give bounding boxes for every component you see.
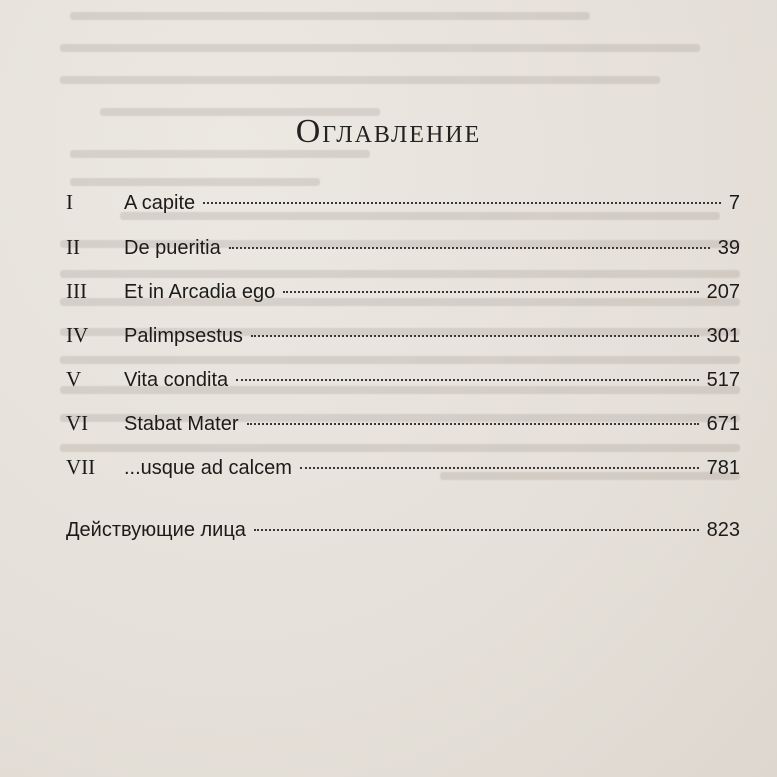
chapter-number: II: [66, 235, 80, 259]
toc-entry-characters: [66, 519, 740, 551]
page-number: 517: [706, 369, 740, 391]
toc-entry: [66, 455, 740, 487]
page-number: 671: [706, 413, 740, 435]
page-number: 823: [706, 519, 740, 541]
page-number: 7: [728, 192, 740, 214]
toc-entry: [66, 323, 740, 355]
dot-leader: [283, 291, 698, 293]
chapter-number: IV: [66, 323, 89, 347]
chapter-title: De pueritia: [124, 237, 221, 259]
page-number: 39: [717, 237, 740, 259]
chapter-title: A capite: [124, 192, 196, 214]
chapter-title: Vita condita: [124, 369, 229, 391]
dot-leader: [251, 335, 699, 337]
chapter-number: V: [66, 367, 82, 391]
dot-leader: [203, 202, 721, 204]
chapter-title: Stabat Mater: [124, 413, 239, 435]
toc-entry: [66, 279, 740, 311]
page-number: 781: [706, 457, 740, 479]
dot-leader: [236, 379, 698, 381]
page-title: Оглавление: [295, 113, 482, 150]
chapter-number: VI: [66, 411, 89, 435]
characters-title: Действующие лица: [66, 519, 246, 541]
toc-entry: [66, 367, 740, 399]
chapter-title: Palimpsestus: [124, 325, 243, 347]
dot-leader: [300, 467, 699, 469]
page-number: 207: [706, 281, 740, 303]
chapter-number: III: [66, 279, 87, 303]
page-number: 301: [706, 325, 740, 347]
chapter-title: Et in Arcadia ego: [124, 281, 276, 303]
dot-leader: [247, 423, 699, 425]
chapter-number: I: [66, 190, 73, 214]
chapter-title: ...usque ad calcem: [124, 457, 292, 479]
dot-leader: [254, 529, 699, 531]
toc-entry: [66, 190, 740, 222]
dot-leader: [229, 247, 710, 249]
toc-entry: [66, 411, 740, 443]
chapter-number: VII: [66, 455, 96, 479]
toc-entry: [66, 235, 740, 267]
